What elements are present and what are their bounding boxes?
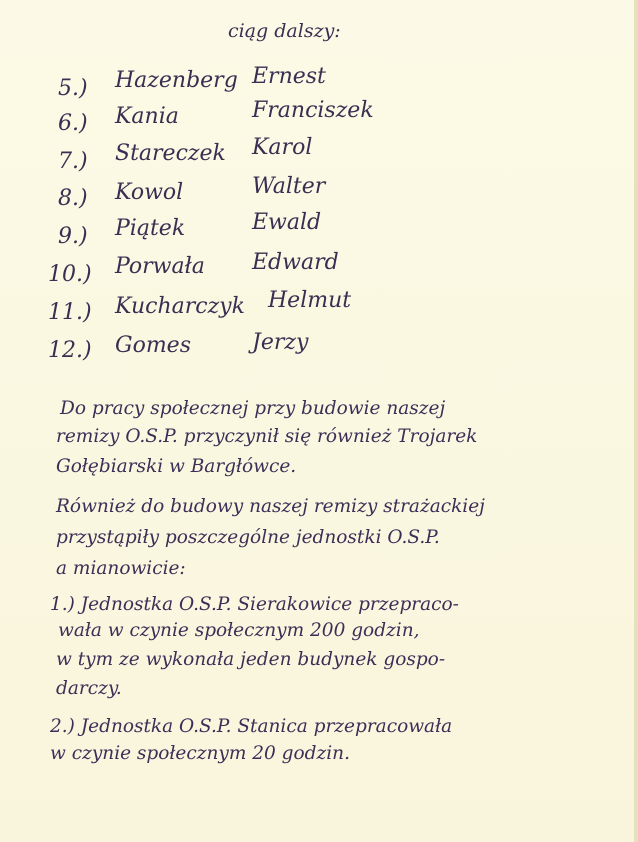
list-item-line: w czynie społecznym 20 godzin. [50,743,350,764]
member-number: 12.) [48,338,92,363]
list-item-line: wała w czynie społecznym 200 godzin, [58,620,420,641]
list-item-line: darczy. [56,678,122,699]
member-given-name: Ernest [252,64,326,89]
member-number: 11.) [48,300,92,325]
member-surname: Kucharczyk [115,294,245,319]
member-given-name: Edward [252,250,339,275]
paragraph-line: a mianowicie: [56,558,186,579]
member-surname: Hazenberg [115,68,238,93]
member-surname: Kania [115,104,179,129]
list-item-line: w tym ze wykonała jeden budynek gospo- [56,649,446,670]
member-given-name: Walter [252,174,326,199]
member-surname: Stareczek [115,141,226,166]
member-number: 5.) [58,76,88,101]
paragraph-line: Gołębiarski w Bargłówce. [56,456,297,477]
member-number: 8.) [58,186,88,211]
page-heading: ciąg dalszy: [228,20,341,42]
member-surname: Kowol [115,180,184,205]
member-number: 7.) [58,149,88,174]
member-given-name: Helmut [268,288,352,313]
member-surname: Piątek [115,216,186,241]
member-number: 6.) [58,111,88,136]
member-surname: Gomes [115,333,191,358]
paragraph-line: Również do budowy naszej remizy strażackiej [56,496,485,517]
list-item-line: 1.) Jednostka O.S.P. Sierakowice przepraco- [50,594,459,615]
member-number: 10.) [48,262,92,287]
page-edge-shadow [634,0,638,842]
member-given-name: Franciszek [252,98,374,123]
member-given-name: Ewald [252,210,322,235]
paragraph-line: Do pracy społecznej przy budowie naszej [60,398,446,419]
list-item-line: 2.) Jednostka O.S.P. Stanica przepracowała [50,716,453,737]
paragraph-line: remizy O.S.P. przyczynił się również Trojarek [56,426,478,447]
member-given-name: Karol [252,135,313,160]
member-number: 9.) [58,224,88,249]
paragraph-line: przystąpiły poszczególne jednostki O.S.P. [56,527,440,548]
member-given-name: Jerzy [252,330,309,355]
member-surname: Porwała [115,254,205,279]
